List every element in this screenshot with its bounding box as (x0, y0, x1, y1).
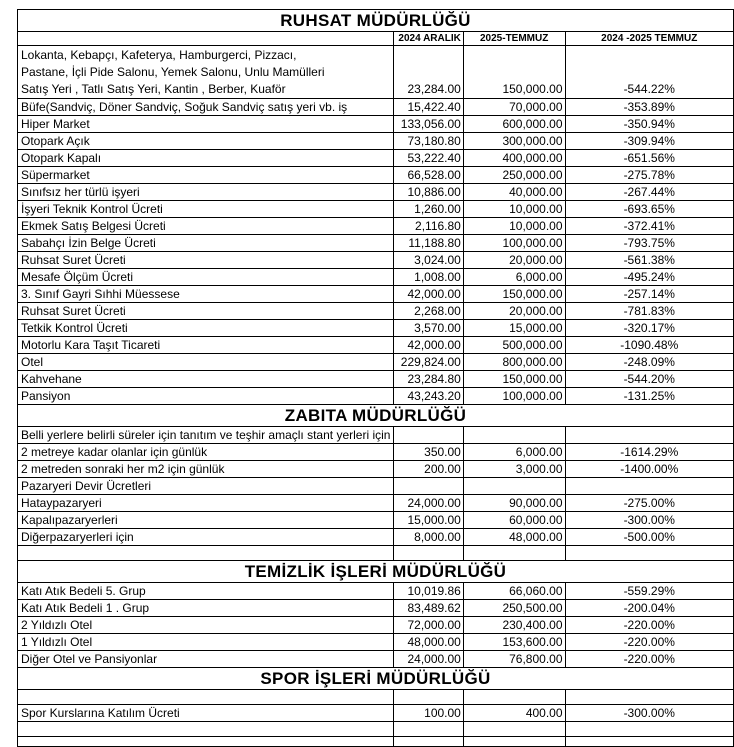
value-2024: 2,116.80 (394, 218, 463, 235)
empty-cell (565, 546, 733, 561)
value-change (565, 478, 733, 495)
row-label: 2 Yıldızlı Otel (18, 617, 394, 634)
table-row (18, 269, 734, 286)
table-row (18, 478, 734, 495)
value-2024: 3,570.00 (394, 320, 463, 337)
section-header-temizlik (18, 561, 734, 583)
section-header-spor (18, 668, 734, 690)
value-2024: 1,260.00 (394, 201, 463, 218)
value-2024: 23,284.00 (394, 46, 463, 99)
row-label: Tetkik Kontrol Ücreti (18, 320, 394, 337)
fee-table-body (18, 10, 734, 747)
row-label: Hataypazaryeri (18, 495, 394, 512)
value-change: -1400.00% (565, 461, 733, 478)
value-2024: 23,284.80 (394, 371, 463, 388)
value-change: -309.94% (565, 133, 733, 150)
table-row (18, 651, 734, 668)
value-2024: 10,019.86 (394, 583, 463, 600)
row-label-line: Lokanta, Kebapçı, Kafeterya, Hamburgerci, Pizzacı, (21, 48, 297, 62)
value-change: -1614.29% (565, 444, 733, 461)
value-2024: 350.00 (394, 444, 463, 461)
row-label: 1 Yıldızlı Otel (18, 634, 394, 651)
table-row (18, 218, 734, 235)
table-row (18, 705, 734, 722)
table-row (18, 388, 734, 405)
section-title-ruhsat: RUHSAT MÜDÜRLÜĞÜ (18, 10, 734, 32)
value-2025: 90,000.00 (463, 495, 565, 512)
value-2025: 66,060.00 (463, 583, 565, 600)
row-label: Diğer Otel ve Pansiyonlar (18, 651, 394, 668)
value-change: -781.83% (565, 303, 733, 320)
empty-cell (463, 546, 565, 561)
empty-cell (565, 722, 733, 737)
row-label: Belli yerlere belirli süreler için tanıtım ve teşhir amaçlı stant yerleri için (18, 427, 394, 444)
row-label: Sınıfsız her türlü işyeri (18, 184, 394, 201)
row-label: Kahvehane (18, 371, 394, 388)
table-row (18, 512, 734, 529)
value-2024: 229,824.00 (394, 354, 463, 371)
empty-cell (463, 690, 565, 705)
empty-cell (394, 737, 463, 747)
value-2024: 24,000.00 (394, 495, 463, 512)
value-change: -372.41% (565, 218, 733, 235)
value-2024 (394, 478, 463, 495)
row-label: Motorlu Kara Taşıt Ticareti (18, 337, 394, 354)
value-2025: 10,000.00 (463, 218, 565, 235)
value-change: -248.09% (565, 354, 733, 371)
value-2024: 15,000.00 (394, 512, 463, 529)
value-change: -500.00% (565, 529, 733, 546)
value-2024: 2,268.00 (394, 303, 463, 320)
value-2024: 133,056.00 (394, 116, 463, 133)
value-change: -257.14% (565, 286, 733, 303)
row-label: Hiper Market (18, 116, 394, 133)
table-row (18, 184, 734, 201)
value-2024: 1,008.00 (394, 269, 463, 286)
column-header-row (18, 32, 734, 46)
value-change: -651.56% (565, 150, 733, 167)
row-label: Pansiyon (18, 388, 394, 405)
empty-cell (18, 546, 394, 561)
empty-cell (394, 690, 463, 705)
value-2024: 8,000.00 (394, 529, 463, 546)
value-change: -220.00% (565, 617, 733, 634)
value-2025: 100,000.00 (463, 388, 565, 405)
empty-cell (394, 546, 463, 561)
empty-cell (565, 737, 733, 747)
value-2025: 70,000.00 (463, 99, 565, 116)
table-row (18, 303, 734, 320)
value-2024: 83,489.62 (394, 600, 463, 617)
value-change: -561.38% (565, 252, 733, 269)
value-2025: 6,000.00 (463, 269, 565, 286)
empty-row (18, 722, 734, 737)
row-label: Ekmek Satış Belgesi Ücreti (18, 218, 394, 235)
value-change: -544.22% (565, 46, 733, 99)
table-row (18, 116, 734, 133)
table-row (18, 320, 734, 337)
value-2025: 150,000.00 (463, 46, 565, 99)
table-row (18, 286, 734, 303)
value-change: -559.29% (565, 583, 733, 600)
value-2024: 48,000.00 (394, 634, 463, 651)
value-change: -300.00% (565, 512, 733, 529)
row-label-multiline (18, 46, 394, 99)
value-2025: 250,500.00 (463, 600, 565, 617)
table-row (18, 600, 734, 617)
value-2024: 3,024.00 (394, 252, 463, 269)
column-header-2025-temmuz: 2025-TEMMUZ (463, 32, 565, 46)
value-2024 (394, 427, 463, 444)
value-2024: 10,886.00 (394, 184, 463, 201)
value-2024: 42,000.00 (394, 286, 463, 303)
table-row (18, 252, 734, 269)
value-change (565, 427, 733, 444)
table-row (18, 617, 734, 634)
row-label: Katı Atık Bedeli 5. Grup (18, 583, 394, 600)
value-2024: 72,000.00 (394, 617, 463, 634)
header-empty-cell (18, 32, 394, 46)
table-row (18, 427, 734, 444)
row-label: 3. Sınıf Gayri Sıhhi Müessese (18, 286, 394, 303)
row-label: Otopark Açık (18, 133, 394, 150)
table-row (18, 167, 734, 184)
section-header-zabita (18, 405, 734, 427)
value-2025: 500,000.00 (463, 337, 565, 354)
value-change: -793.75% (565, 235, 733, 252)
empty-cell (565, 690, 733, 705)
value-change: -350.94% (565, 116, 733, 133)
value-2025: 10,000.00 (463, 201, 565, 218)
row-label: İşyeri Teknik Kontrol Ücreti (18, 201, 394, 218)
row-label: 2 metreye kadar olanlar için günlük (18, 444, 394, 461)
column-header-change: 2024 -2025 TEMMUZ (565, 32, 733, 46)
row-label: Pazaryeri Devir Ücretleri (18, 478, 394, 495)
section-title-zabita: ZABITA MÜDÜRLÜĞÜ (18, 405, 734, 427)
value-2025: 76,800.00 (463, 651, 565, 668)
row-label: Spor Kurslarına Katılım Ücreti (18, 705, 394, 722)
table-row (18, 46, 734, 99)
value-change: -353.89% (565, 99, 733, 116)
value-change: -544.20% (565, 371, 733, 388)
row-label: Otopark Kapalı (18, 150, 394, 167)
value-2025: 600,000.00 (463, 116, 565, 133)
value-2024: 73,180.80 (394, 133, 463, 150)
value-2024: 24,000.00 (394, 651, 463, 668)
row-label: Katı Atık Bedeli 1 . Grup (18, 600, 394, 617)
row-label: Kapalıpazaryerleri (18, 512, 394, 529)
row-label: Ruhsat Suret Ücreti (18, 303, 394, 320)
value-change: -275.00% (565, 495, 733, 512)
value-2025: 400,000.00 (463, 150, 565, 167)
value-2024: 53,222.40 (394, 150, 463, 167)
empty-cell (394, 722, 463, 737)
row-label: Mesafe Ölçüm Ücreti (18, 269, 394, 286)
value-2025: 153,600.00 (463, 634, 565, 651)
table-row (18, 201, 734, 218)
value-change: -1090.48% (565, 337, 733, 354)
empty-cell (463, 722, 565, 737)
row-label: Diğerpazaryerleri için (18, 529, 394, 546)
table-row (18, 337, 734, 354)
table-row (18, 235, 734, 252)
value-2025: 230,400.00 (463, 617, 565, 634)
value-change: -693.65% (565, 201, 733, 218)
empty-row (18, 737, 734, 747)
value-2024: 11,188.80 (394, 235, 463, 252)
table-row (18, 444, 734, 461)
row-label: Sabahçı İzin Belge Ücreti (18, 235, 394, 252)
value-2025: 20,000.00 (463, 303, 565, 320)
value-2025: 3,000.00 (463, 461, 565, 478)
value-change: -220.00% (565, 634, 733, 651)
value-change: -131.25% (565, 388, 733, 405)
table-row (18, 529, 734, 546)
value-change: -220.00% (565, 651, 733, 668)
table-row (18, 354, 734, 371)
value-2025: 48,000.00 (463, 529, 565, 546)
table-row (18, 371, 734, 388)
value-2025: 15,000.00 (463, 320, 565, 337)
value-2025: 40,000.00 (463, 184, 565, 201)
value-2025: 6,000.00 (463, 444, 565, 461)
column-header-2024-aralik: 2024 ARALIK (394, 32, 463, 46)
value-2024: 100.00 (394, 705, 463, 722)
value-2025: 20,000.00 (463, 252, 565, 269)
empty-cell (18, 722, 394, 737)
row-label-line: Pastane, İçli Pide Salonu, Yemek Salonu, Unlu Mamülleri (21, 65, 325, 79)
value-2025: 60,000.00 (463, 512, 565, 529)
row-label: Süpermarket (18, 167, 394, 184)
row-label: 2 metreden sonraki her m2 için günlük (18, 461, 394, 478)
section-title-spor: SPOR İŞLERİ MÜDÜRLÜĞÜ (18, 668, 734, 690)
table-row (18, 583, 734, 600)
empty-cell (463, 737, 565, 747)
value-2024: 15,422.40 (394, 99, 463, 116)
value-2024: 42,000.00 (394, 337, 463, 354)
table-row (18, 99, 734, 116)
section-title-temizlik: TEMİZLİK İŞLERİ MÜDÜRLÜĞÜ (18, 561, 734, 583)
table-row (18, 634, 734, 651)
row-label: Otel (18, 354, 394, 371)
value-change: -495.24% (565, 269, 733, 286)
fee-table (17, 9, 734, 747)
value-2025: 400.00 (463, 705, 565, 722)
value-2025: 100,000.00 (463, 235, 565, 252)
empty-row (18, 690, 734, 705)
table-row (18, 461, 734, 478)
value-2024: 200.00 (394, 461, 463, 478)
value-2024: 43,243.20 (394, 388, 463, 405)
value-2025 (463, 478, 565, 495)
value-2025: 150,000.00 (463, 371, 565, 388)
value-2025: 300,000.00 (463, 133, 565, 150)
empty-row (18, 546, 734, 561)
value-change: -200.04% (565, 600, 733, 617)
table-row (18, 495, 734, 512)
empty-cell (18, 737, 394, 747)
value-2025: 250,000.00 (463, 167, 565, 184)
table-row (18, 133, 734, 150)
value-change: -320.17% (565, 320, 733, 337)
value-change: -300.00% (565, 705, 733, 722)
row-label-line: Satış Yeri , Tatlı Satış Yeri, Kantin , Berber, Kuaför (21, 82, 286, 96)
row-label: Büfe(Sandviç, Döner Sandviç, Soğuk Sandviç satış yeri vb. iş (18, 99, 394, 116)
value-change: -267.44% (565, 184, 733, 201)
value-2025: 800,000.00 (463, 354, 565, 371)
value-2025: 150,000.00 (463, 286, 565, 303)
value-2024: 66,528.00 (394, 167, 463, 184)
row-label: Ruhsat Suret Ücreti (18, 252, 394, 269)
value-2025 (463, 427, 565, 444)
value-change: -275.78% (565, 167, 733, 184)
empty-cell (18, 690, 394, 705)
section-header-ruhsat (18, 10, 734, 32)
table-row (18, 150, 734, 167)
